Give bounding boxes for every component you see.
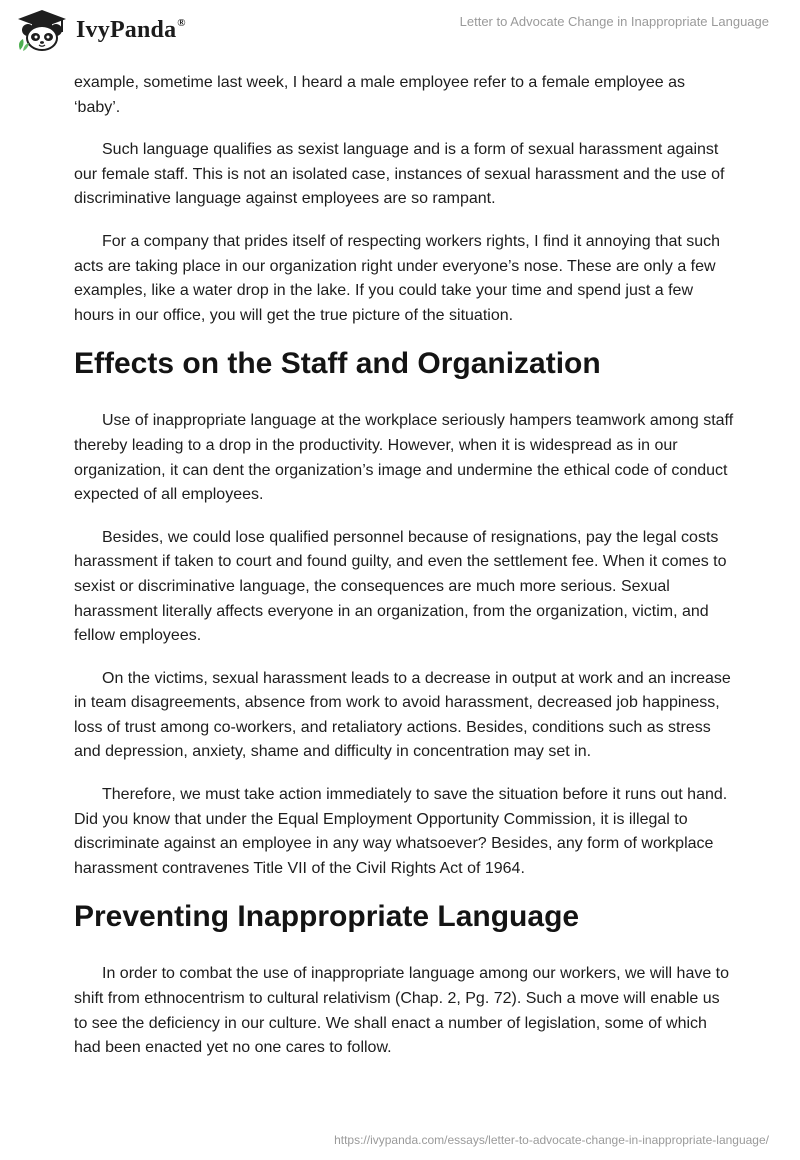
brand-name — [76, 17, 186, 44]
paragraph-4: Besides, we could lose qualified personnel because of resignations, pay the legal costs harassment if taken to court and found guilty, and even the settlement fee. When it comes to sexist or discriminative language, the consequences are much more serious. Sexual harassment literally affects everyone in an organization, from the organization, victim, and fellow employees. — [74, 528, 727, 645]
paragraph-1: Such language qualifies as sexist language and is a form of sexual harassment against our female staff. This is not an isolated case, instances of sexual harassment and the use of discriminative language against employees are so rampant. — [74, 141, 725, 208]
document-title: Letter to Advocate Change in Inappropriate Language — [459, 14, 769, 29]
paragraph-7: In order to combat the use of inappropriate language among our workers, we will have to shift from ethnocentrism to cultural relativism (Chap. 2, Pg. 72). Such a move will enable us to see the deficiency in our culture. We shall enact a number of legislation, some of which had been enacted yet no one cares to follow. — [74, 965, 730, 1057]
source-url-link[interactable]: https://ivypanda.com/essays/letter-to-advocate-change-in-inappropriate-language/ — [334, 1133, 769, 1147]
paragraph-intro: example, sometime last week, I heard a male employee refer to a female employee as ‘baby’. — [74, 74, 685, 116]
ivypanda-logo[interactable] — [14, 8, 186, 52]
paragraph-5: On the victims, sexual harassment leads to a decrease in output at work and an increase in team disagreements, absence from work to avoid harassment, decreased job happiness, loss of trust among co-workers, and retaliatory actions. Besides, conditions such as stress and depression, anxiety, shame and difficulty in concentration may set in. — [74, 669, 731, 761]
heading-preventing: Preventing Inappropriate Language — [74, 900, 580, 934]
paragraph-2: For a company that prides itself of respecting workers rights, I find it annoying that such acts are taking place in our organization right under everyone’s nose. These are only a few examples, like a water drop in the lake. If you could take your time and spend just a few hours in our office, you will get the true picture of the situation. — [74, 232, 721, 324]
panda-graduate-icon — [14, 8, 70, 52]
registered-mark: ® — [177, 16, 186, 29]
brand-text: IvyPanda — [76, 16, 177, 43]
paragraph-3: Use of inappropriate language at the workplace seriously hampers teamwork among staff thereby leading to a drop in the productivity. However, when it is widespread as in our organization, it can dent the organization’s image and undermine the ethical code of conduct expected of all employees. — [74, 412, 734, 504]
essay-body — [74, 71, 734, 1079]
heading-effects: Effects on the Staff and Organization — [74, 347, 601, 381]
paragraph-6: Therefore, we must take action immediately to save the situation before it runs out hand. Did you know that under the Equal Employment Opportunity Commission, it is illegal to discriminate against an employee in any way whatsoever? Besides, any form of workplace harassment contravenes Title VII of the Civil Rights Act of 1964. — [74, 786, 728, 877]
page-header — [0, 0, 800, 60]
